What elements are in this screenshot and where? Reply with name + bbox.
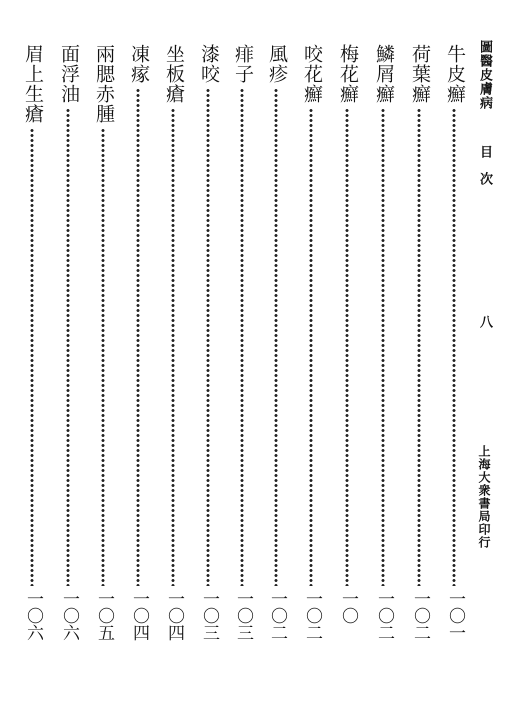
- toc-entry-page: 一〇三: [199, 590, 219, 641]
- toc-entry-title: 眉上生瘡: [22, 44, 44, 124]
- toc-entry: [266, 44, 288, 664]
- toc-entry-page: 一〇二: [267, 590, 287, 641]
- toc-entry-page: 一〇二: [302, 590, 322, 641]
- dot-leader: [345, 108, 349, 586]
- dot-leader: [309, 108, 313, 586]
- toc-entry-title: 漆咬: [198, 44, 220, 84]
- toc-entry: [301, 44, 323, 664]
- dot-leader: [206, 88, 210, 586]
- dot-leader: [381, 108, 385, 586]
- book-title: 圖醫皮膚病: [477, 40, 492, 110]
- toc-entry: [198, 44, 220, 664]
- toc-entry: [128, 44, 150, 664]
- toc-entry: [337, 44, 359, 664]
- toc-entry-page: 一〇二: [410, 590, 430, 641]
- dot-leader: [240, 88, 244, 586]
- toc-entry-page: 一〇三: [233, 590, 253, 641]
- dot-leader: [452, 108, 456, 586]
- toc-entry-title: 兩腮赤腫: [93, 44, 115, 124]
- toc-entry-title: 坐板瘡: [163, 44, 185, 104]
- toc-entry: [232, 44, 254, 664]
- toc-entry-page: 一〇四: [129, 590, 149, 641]
- toc-entry-title: 荷葉癬: [409, 44, 431, 104]
- toc-entry-title: 凍瘃: [128, 44, 150, 84]
- toc-entry: [444, 44, 466, 664]
- dot-leader: [66, 108, 70, 586]
- toc-entry-page: 一〇二: [374, 590, 394, 641]
- toc-entry: [409, 44, 431, 664]
- toc-entry: [163, 44, 185, 664]
- page-margin-header: [478, 40, 500, 640]
- toc-entry: [22, 44, 44, 664]
- dot-leader: [274, 88, 278, 586]
- toc-entry: [58, 44, 80, 664]
- toc-entry-page: 一〇: [338, 590, 358, 624]
- toc-entry: [93, 44, 115, 664]
- dot-leader: [171, 108, 175, 586]
- section-label: 目次: [477, 145, 492, 199]
- dot-leader: [417, 108, 421, 586]
- toc-entry-title: 牛皮癬: [444, 44, 466, 104]
- toc-entry-page: 一〇六: [59, 590, 79, 641]
- dot-leader: [30, 128, 34, 586]
- toc-entry-page: 一〇四: [164, 590, 184, 641]
- toc-entry-title: 鱗屑癬: [373, 44, 395, 104]
- toc-entry-title: 風疹: [266, 44, 288, 84]
- toc-entry-title: 梅花癬: [337, 44, 359, 104]
- toc-entry-title: 咬花癬: [301, 44, 323, 104]
- toc-entry-page: 一〇五: [94, 590, 114, 641]
- dot-leader: [136, 88, 140, 586]
- page-number: 八: [477, 315, 492, 328]
- toc-entry: [373, 44, 395, 664]
- toc-entry-title: 痱子: [232, 44, 254, 84]
- toc-entry-page: 一〇六: [23, 590, 43, 641]
- toc-entry-title: 面浮油: [58, 44, 80, 104]
- toc-entries: [0, 44, 470, 664]
- publisher-imprint: 上海大衆書局印行: [477, 445, 491, 549]
- toc-entry-page: 一〇一: [445, 590, 465, 641]
- dot-leader: [101, 128, 105, 586]
